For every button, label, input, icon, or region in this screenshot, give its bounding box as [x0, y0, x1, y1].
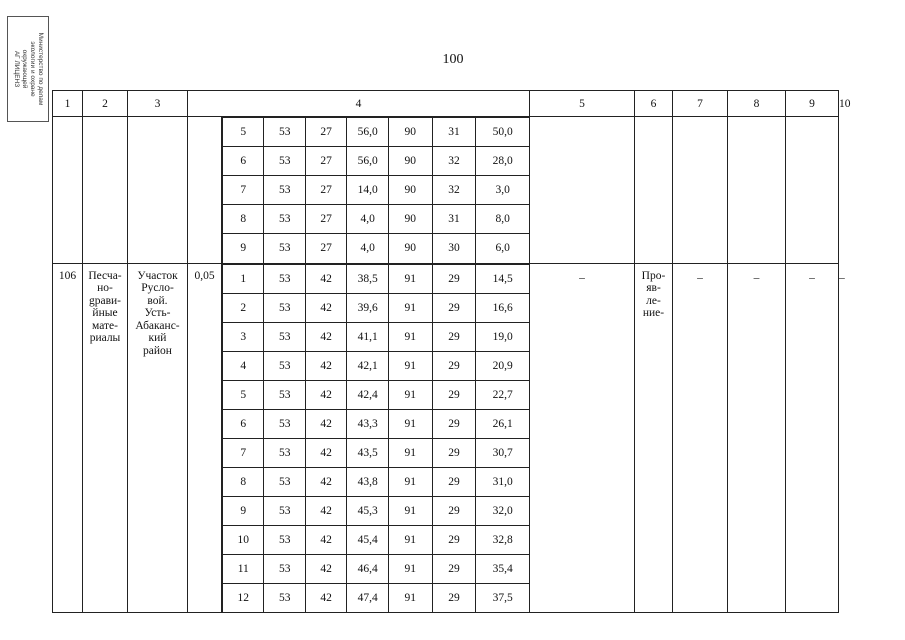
dash-text: –	[579, 271, 585, 284]
col6-cell	[635, 263, 673, 613]
coordinate-cell: 41,1	[347, 322, 388, 351]
coordinate-cell: 90	[388, 147, 432, 176]
coordinate-cell: 2	[223, 293, 264, 322]
coordinate-cell: 31	[432, 118, 476, 147]
coordinate-row	[223, 409, 530, 438]
coordinate-cell: 53	[264, 583, 305, 612]
deposits-table	[52, 90, 851, 613]
coordinate-cell: 29	[432, 583, 476, 612]
coordinate-cell: 53	[264, 264, 305, 293]
coordinate-cell: 91	[388, 467, 432, 496]
coordinate-cell: 16,6	[476, 293, 529, 322]
coordinate-cell: 32	[432, 176, 476, 205]
coordinate-cell: 42,1	[347, 351, 388, 380]
coordinate-cell: 53	[264, 438, 305, 467]
coordinate-cell: 42,4	[347, 380, 388, 409]
coordinate-cell: 3,0	[476, 176, 529, 205]
coordinate-cell: 91	[388, 351, 432, 380]
coordinate-cell: 9	[223, 234, 264, 263]
coordinate-cell: 50,0	[476, 118, 529, 147]
page-number: 100	[442, 52, 464, 67]
coordinate-cell: 91	[388, 438, 432, 467]
coordinate-cell: 53	[264, 205, 305, 234]
coordinate-row	[223, 322, 530, 351]
header-cell: 3	[128, 91, 188, 117]
coordinate-cell: 27	[305, 205, 346, 234]
coordinate-cell: 91	[388, 264, 432, 293]
coordinate-cell: 91	[388, 583, 432, 612]
coordinates-table-a	[222, 117, 529, 263]
material-text: Песча- но- gрави- йные мате- риалы	[88, 269, 122, 344]
coordinate-cell: 27	[305, 147, 346, 176]
area-text: 0,05	[194, 269, 215, 282]
coordinate-cell: 19,0	[476, 322, 529, 351]
empty-cell	[530, 117, 635, 264]
stamp-line: экологии и охране	[29, 41, 36, 97]
coordinate-row	[223, 293, 530, 322]
coordinate-cell: 31	[432, 205, 476, 234]
status-text: Про- яв- ле- ние-	[641, 269, 666, 319]
stamp-text	[12, 17, 44, 121]
coordinate-cell: 12	[223, 583, 264, 612]
coordinate-cell: 6	[223, 409, 264, 438]
coordinate-cell: 14,5	[476, 264, 529, 293]
coordinate-cell: 30	[432, 234, 476, 263]
empty-cell	[188, 117, 222, 264]
coordinate-cell: 42	[305, 496, 346, 525]
coordinate-cell: 5	[223, 118, 264, 147]
coordinate-row	[223, 118, 530, 147]
coordinate-cell: 91	[388, 293, 432, 322]
coordinate-cell: 28,0	[476, 147, 529, 176]
coordinate-cell: 53	[264, 293, 305, 322]
col9-cell	[786, 263, 839, 613]
coordinate-cell: 43,8	[347, 467, 388, 496]
coordinate-cell: 53	[264, 351, 305, 380]
header-cell: 9	[786, 91, 839, 117]
coordinate-row	[223, 234, 530, 263]
coordinate-cell: 8,0	[476, 205, 529, 234]
coordinates-group-b	[222, 263, 530, 613]
coordinate-row	[223, 525, 530, 554]
col5-cell	[530, 263, 635, 613]
col8-cell	[728, 263, 786, 613]
coordinate-cell: 53	[264, 496, 305, 525]
coordinate-row	[223, 554, 530, 583]
empty-cell	[83, 117, 128, 264]
coordinates-table-b	[222, 264, 529, 613]
coordinate-cell: 53	[264, 409, 305, 438]
coordinate-cell: 8	[223, 467, 264, 496]
coordinate-cell: 29	[432, 322, 476, 351]
coordinate-row	[223, 583, 530, 612]
coordinate-cell: 43,5	[347, 438, 388, 467]
coordinate-cell: 20,9	[476, 351, 529, 380]
empty-cell	[673, 117, 728, 264]
header-row: 1 2 3 4 5 6 7 8 9 10	[53, 91, 839, 117]
coordinate-cell: 29	[432, 496, 476, 525]
coordinate-cell: 32	[432, 147, 476, 176]
stamp-line: АГ ЛИЦЕНЗ	[13, 50, 20, 88]
coordinate-cell: 42	[305, 525, 346, 554]
coordinate-cell: 5	[223, 380, 264, 409]
coordinate-cell: 37,5	[476, 583, 529, 612]
dash-text: –	[697, 271, 703, 284]
dash-text: –	[753, 271, 760, 284]
empty-cell	[53, 117, 83, 264]
empty-cell	[128, 117, 188, 264]
coordinate-cell: 7	[223, 438, 264, 467]
coordinate-cell: 38,5	[347, 264, 388, 293]
coordinate-row	[223, 205, 530, 234]
empty-cell	[635, 117, 673, 264]
coordinate-cell: 42	[305, 264, 346, 293]
stamp-line: окружающей	[21, 49, 28, 89]
stamp-line: Министерство по делам	[37, 32, 44, 106]
coordinate-cell: 90	[388, 234, 432, 263]
coordinate-cell: 26,1	[476, 409, 529, 438]
coordinate-cell: 8	[223, 205, 264, 234]
coordinate-cell: 9	[223, 496, 264, 525]
coordinate-cell: 53	[264, 467, 305, 496]
coordinate-cell: 1	[223, 264, 264, 293]
coordinate-cell: 3	[223, 322, 264, 351]
header-cell: 4	[188, 91, 530, 117]
coordinate-cell: 39,6	[347, 293, 388, 322]
coordinate-cell: 91	[388, 409, 432, 438]
coordinate-cell: 22,7	[476, 380, 529, 409]
material-cell	[83, 263, 128, 613]
col7-cell	[673, 263, 728, 613]
coordinate-cell: 53	[264, 118, 305, 147]
coordinate-cell: 42	[305, 554, 346, 583]
header-cell: 1	[53, 91, 83, 117]
coordinate-cell: 42	[305, 583, 346, 612]
header-cell: 2	[83, 91, 128, 117]
coordinate-cell: 91	[388, 525, 432, 554]
coordinate-cell: 29	[432, 554, 476, 583]
coordinate-cell: 35,4	[476, 554, 529, 583]
coordinate-row	[223, 438, 530, 467]
header-cell: 5	[530, 91, 635, 117]
object-number	[53, 263, 83, 613]
coordinate-cell: 42	[305, 293, 346, 322]
coordinate-cell: 46,4	[347, 554, 388, 583]
coordinate-cell: 47,4	[347, 583, 388, 612]
coordinate-cell: 7	[223, 176, 264, 205]
coordinate-cell: 90	[388, 205, 432, 234]
location-text: Участок Русло- вой. Усть- Абаканс- кий район	[135, 269, 180, 357]
coordinate-row	[223, 176, 530, 205]
coordinate-cell: 53	[264, 176, 305, 205]
coordinate-cell: 31,0	[476, 467, 529, 496]
section-a-row	[53, 117, 839, 264]
coordinate-cell: 42	[305, 351, 346, 380]
coordinate-cell: 90	[388, 176, 432, 205]
coordinate-cell: 56,0	[347, 147, 388, 176]
coordinate-cell: 91	[388, 322, 432, 351]
coordinate-cell: 42	[305, 409, 346, 438]
coordinate-cell: 27	[305, 176, 346, 205]
header-cell: 8	[728, 91, 786, 117]
coordinate-cell: 56,0	[347, 118, 388, 147]
coordinate-cell: 4,0	[347, 205, 388, 234]
coordinate-cell: 32,8	[476, 525, 529, 554]
header-cell: 6	[635, 91, 673, 117]
coordinate-cell: 29	[432, 525, 476, 554]
coordinate-cell: 30,7	[476, 438, 529, 467]
coordinate-cell: 42	[305, 322, 346, 351]
area-cell	[188, 263, 222, 613]
coordinate-cell: 14,0	[347, 176, 388, 205]
coordinate-cell: 42	[305, 467, 346, 496]
coordinate-cell: 29	[432, 438, 476, 467]
coordinate-cell: 53	[264, 234, 305, 263]
coordinate-cell: 10	[223, 525, 264, 554]
coordinate-cell: 43,3	[347, 409, 388, 438]
coordinate-cell: 91	[388, 496, 432, 525]
object-number-text: 106	[58, 269, 77, 282]
coordinate-cell: 32,0	[476, 496, 529, 525]
section-b-row: 106 Песча- но- gрави- йные мате- риалы Участок Русло- вой. Усть- Абаканс- кий район 0,05 1 53 42 38,5 91 29 14,5 2 53 42 39,6 91 29 16,6 3 53 42 41,1 91 29 19,0 4 53 42 42,1 91 29 20,9 5 53 42 42,4 91 29 22,7 6 53 42 43,3 91 29 26,1 7 53 42 43,5 91 29 30,7 8 53 42 43,8 91 29 31,0 9 53 42 45,3 91 29 32,0 10 53 42 45,4 91 29 32,8 11 53 42 46,4 91 29 35,4 12 53 42 47,4 91 29 37,5 – Про- яв- ле- ние- – – – –	[53, 263, 839, 613]
coordinate-cell: 45,4	[347, 525, 388, 554]
coordinate-cell: 90	[388, 118, 432, 147]
empty-cell	[786, 117, 839, 264]
coordinate-cell: 29	[432, 380, 476, 409]
coordinate-row	[223, 496, 530, 525]
coordinate-cell: 4,0	[347, 234, 388, 263]
coordinate-cell: 53	[264, 554, 305, 583]
coordinate-cell: 42	[305, 380, 346, 409]
coordinate-cell: 29	[432, 351, 476, 380]
coordinate-cell: 42	[305, 438, 346, 467]
coordinate-row	[223, 380, 530, 409]
coordinate-row	[223, 147, 530, 176]
header-cell: 7	[673, 91, 728, 117]
coordinate-cell: 53	[264, 525, 305, 554]
coordinate-cell: 29	[432, 467, 476, 496]
coordinate-row	[223, 467, 530, 496]
coordinate-cell: 27	[305, 118, 346, 147]
coordinate-cell: 53	[264, 380, 305, 409]
registration-stamp	[7, 16, 49, 122]
coordinate-cell: 29	[432, 293, 476, 322]
coordinate-row	[223, 351, 530, 380]
coordinate-cell: 4	[223, 351, 264, 380]
coordinate-cell: 45,3	[347, 496, 388, 525]
coordinate-row	[223, 264, 530, 293]
coordinate-cell: 53	[264, 147, 305, 176]
empty-cell	[728, 117, 786, 264]
coordinate-cell: 29	[432, 264, 476, 293]
coordinate-cell: 11	[223, 554, 264, 583]
dash-text: –	[809, 271, 815, 284]
coordinate-cell: 6	[223, 147, 264, 176]
coordinates-group-a	[222, 117, 530, 264]
coordinate-cell: 27	[305, 234, 346, 263]
coordinate-cell: 29	[432, 409, 476, 438]
coordinate-cell: 53	[264, 322, 305, 351]
coordinate-cell: 91	[388, 380, 432, 409]
location-cell	[128, 263, 188, 613]
coordinate-cell: 6,0	[476, 234, 529, 263]
coordinate-cell: 91	[388, 554, 432, 583]
